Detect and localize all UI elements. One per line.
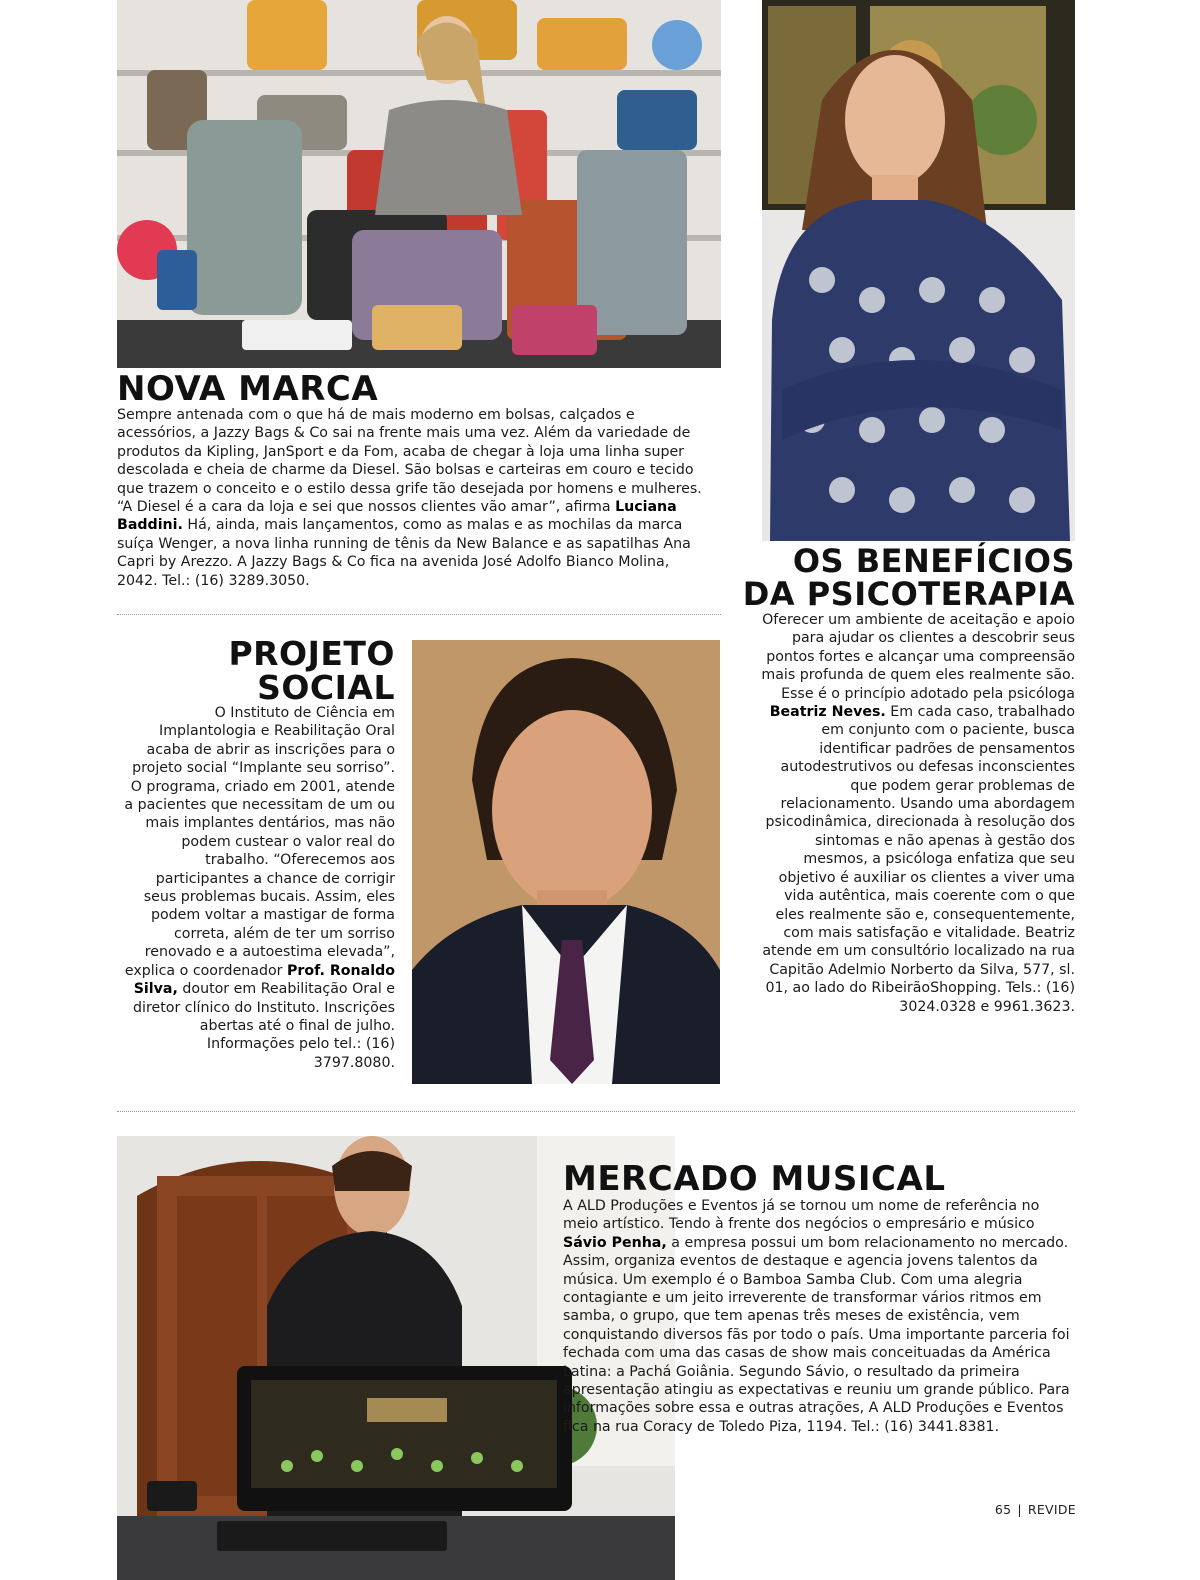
nova-marca-body-part2: Há, ainda, mais lançamentos, como as malas e as mochilas da marca suíça Wenger, a nova linha running de tênis da New Balance e as sapatilhas Ana Capri by Arezzo. A Jazzy Bags & Co fica na avenida José Adolfo Bianco Molina, 2042. Tel.: (16) 3289.3050. <box>117 517 691 589</box>
psicoterapia-person-name: Beatriz Neves. <box>769 704 886 721</box>
magazine-name: REVIDE <box>1027 1502 1076 1517</box>
nova-marca-body <box>117 406 707 590</box>
projeto-social-title-line2: SOCIAL <box>257 668 395 707</box>
mercado-musical-body-part2: a empresa possui um bom relacionamento no mercado. Assim, organiza eventos de destaque e agencia jovens talentos da música. Um exemplo é o Bamboa Samba Club. Com uma alegria contagiante e um jeito irreverente de transformar vários ritmos em samba, o grupo, que tem apenas três meses de existência, vem conquistando diversos fãs por todo o país. Uma importante parceria foi fechada com uma das casas de show mais conceituadas da América Latina: a Pachá Goiânia. Segundo Sávio, o resultado da primeira apresentação atingiu as expectativas e reuniu um grande público. Para informações sobre essa e outras atrações, A ALD Produções e Eventos fica na rua Coracy de Toledo Piza, 1194. Tel.: (16) 3441.8381. <box>563 1234 1070 1435</box>
psychologist-photo <box>762 0 1075 541</box>
projeto-social-title-line1: PROJETO <box>228 634 395 673</box>
mercado-musical-body-part1: A ALD Produções e Eventos já se tornou um nome de referência no meio artístico. Tendo à frente dos negócios o empresário e músico <box>563 1198 1040 1233</box>
psicoterapia-title-line2: DA PSICOTERAPIA <box>742 575 1075 613</box>
section-divider-top <box>117 614 721 615</box>
psicoterapia-title-line1: OS BENEFÍCIOS <box>792 542 1075 580</box>
nova-marca-body-part1: Sempre antenada com o que há de mais moderno em bolsas, calçados e acessórios, a Jazzy Bags & Co sai na frente mais uma vez. Além da variedade de produtos da Kipling, JanSport e da Fom, acaba de chegar à loja uma linha super descolada e cheia de charme da Diesel. São bolsas e carteiras em couro e tecido que trazem o conceito e o estilo dessa grife tão desejada por homens e mulheres. “A Diesel é a cara da loja e sei que nossos clientes vão amar”, afirma <box>117 407 702 516</box>
psicoterapia-body-part1: Oferecer um ambiente de aceitação e apoio para ajudar os clientes a descobrir seus pontos fortes e alcançar uma compreensão mais profunda de quem eles realmente são. Esse é o princípio adotado pela psicóloga <box>761 612 1075 702</box>
mercado-musical-title: MERCADO MUSICAL <box>563 1159 946 1199</box>
nova-marca-person-name: Luciana Baddini. <box>117 499 677 534</box>
projeto-social-body <box>123 704 395 1072</box>
footer-separator: | <box>1017 1502 1022 1517</box>
bag-store-photo <box>117 0 721 368</box>
page-number: 65 <box>994 1502 1012 1517</box>
dentist-photo <box>412 640 720 1084</box>
psicoterapia-body-part2: Em cada caso, trabalhado em conjunto com o paciente, busca identificar padrões de pensamentos autodestrutivos ou defesas inconscientes que podem gerar problemas de relacionamento. Usando uma abordagem psicodinâmica, direcionada à resolução dos sintomas e não apenas à gestão dos mesmos, a psicóloga enfatiza que seu objetivo é auxiliar os clientes a viver uma vida autêntica, mais coerente com o que eles realmente são e, consequentemente, com mais satisfação e vitalidade. Beatriz atende em um consultório localizado na rua Capitão Adelmio Norberto da Silva, 577, sl. 01, ao lado do RibeirãoShopping. Tels.: (16) 3024.0328 e 9961.3623. <box>762 704 1075 1015</box>
mercado-musical-person-name: Sávio Penha, <box>563 1234 667 1251</box>
projeto-social-title <box>117 634 395 707</box>
projeto-social-body-part1: O Instituto de Ciência em Implantologia e Reabilitação Oral acaba de abrir as inscrições para o projeto social “Implante seu sorriso”. O programa, criado em 2001, atende a pacientes que necessitam de um ou mais implantes dentários, mas não podem custear o valor real do trabalho. “Oferecemos aos participantes a chance de corrigir seus problemas bucais. Assim, eles podem voltar a mastigar de forma correta, além de ter um sorriso renovado e a autoestima elevada”, explica o coordenador <box>124 705 395 979</box>
section-divider-bottom <box>117 1111 1075 1112</box>
projeto-social-body-part2: doutor em Reabilitação Oral e diretor clínico do Instituto. Inscrições abertas até o final de julho. Informações pelo tel.: (16) 3797.8080. <box>133 981 395 1071</box>
page-footer <box>995 1502 1076 1517</box>
projeto-social-person-name: Prof. Ronaldo Silva, <box>133 962 395 998</box>
psicoterapia-title <box>730 542 1075 613</box>
nova-marca-title: NOVA MARCA <box>117 369 379 409</box>
psicoterapia-body <box>760 611 1075 1016</box>
mercado-musical-body <box>563 1197 1075 1436</box>
